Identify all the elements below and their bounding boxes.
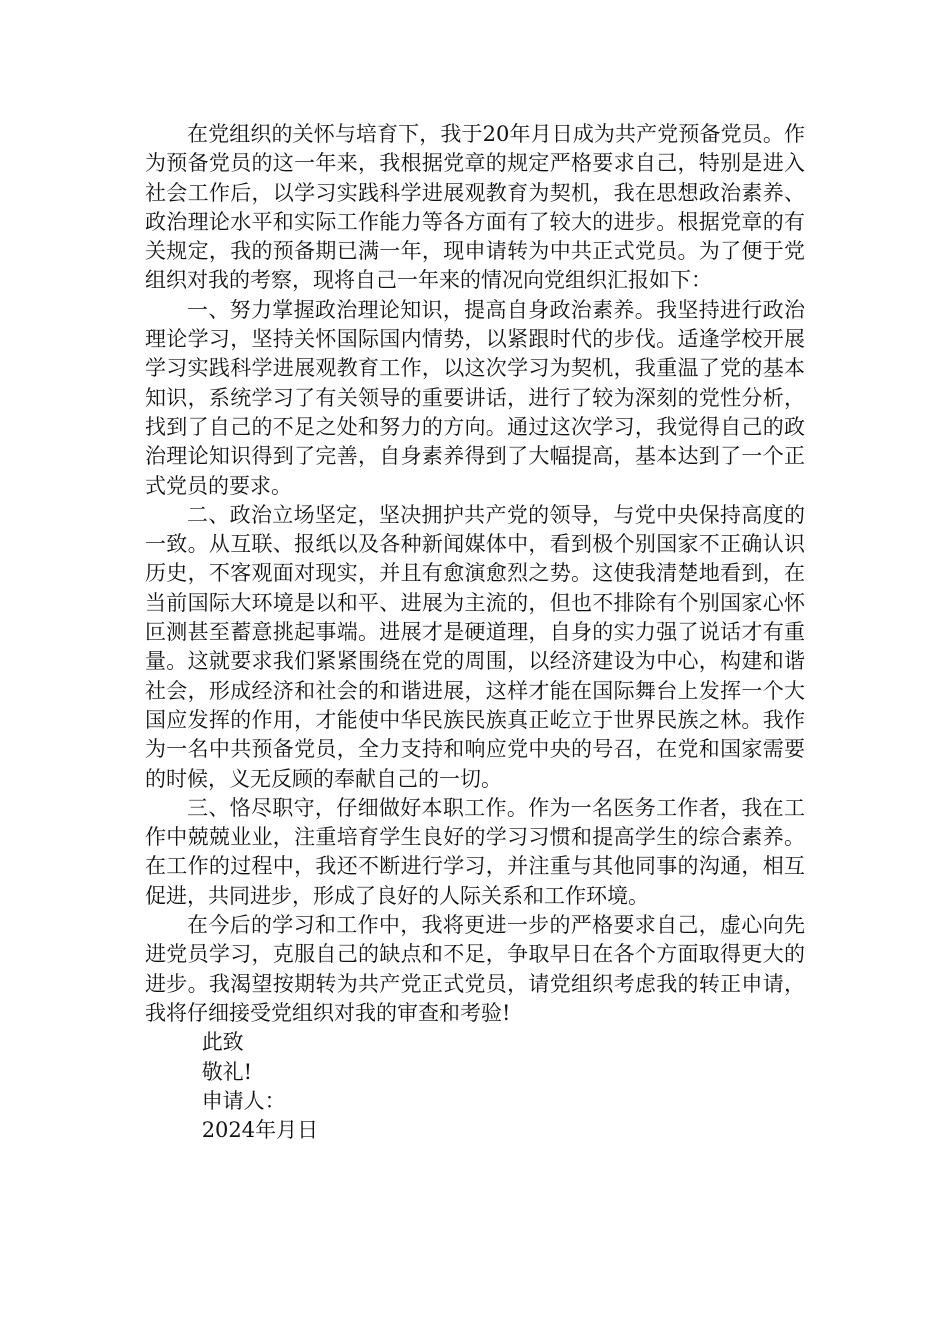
paragraph-section-two: 二、政治立场坚定，坚决拥护共产党的领导，与党中央保持高度的一致。从互联、报纸以及各种新闻媒体中，看到极个别国家不正确认识历史，不客观面对现实，并且有愈演愈烈之势。这使我清楚地看到，在当前国际大环境是以和平、进展为主流的，但也不排除有个别国家心怀叵测甚至蓄意挑起事端。进展才是硬道理，自身的实力强了说话才有重量。这就要求我们紧紧围绕在党的周围，以经济建设为中心，构建和谐社会，形成经济和社会的和谐进展，这样才能在国际舞台上发挥一个大国应发挥的作用，才能使中华民族民族真正屹立于世界民族之林。我作为一名中共预备党员，全力支持和响应党中央的号召，在党和国家需要的时候，义无反顾的奉献自己的一切。 <box>145 502 805 791</box>
closing-date: 2024年月日 <box>201 1118 319 1143</box>
paragraph-intro: 在党组织的关怀与培育下，我于20年月日成为共产党预备党员。作为预备党员的这一年来，我根据党章的规定严格要求自己，特别是进入社会工作后，以学习实践科学进展观教育为契机，我在思想政治素养、政治理论水平和实际工作能力等各方面有了较大的进步。根据党章的有关规定，我的预备期已满一年，现申请转为中共正式党员。为了便于党组织对我的考察，现将自己一年来的情况向党组织汇报如下： <box>145 122 805 293</box>
paragraph-section-one: 一、努力掌握政治理论知识，提高自身政治素养。我坚持进行政治理论学习，坚持关怀国际国内情势，以紧跟时代的步伐。适逢学校开展学习实践科学进展观教育工作，以这次学习为契机，我重温了党的基本知识，系统学习了有关领导的重要讲话，进行了较为深刻的党性分析，找到了自己的不足之处和努力的方向。通过这次学习，我觉得自己的政治理论知识得到了完善，自身素养得到了大幅提高，基本达到了一个正式党员的要求。 <box>145 297 805 498</box>
closing-salutation: 此致 <box>201 1030 244 1055</box>
paragraph-section-three: 三、恪尽职守，仔细做好本职工作。作为一名医务工作者，我在工作中兢兢业业，注重培育学生良好的学习习惯和提高学生的综合素养。在工作的过程中，我还不断进行学习，并注重与其他同事的沟通，相互促进，共同进步，形成了良好的人际关系和工作环境。 <box>145 795 805 908</box>
closing-regards: 敬礼! <box>201 1059 253 1084</box>
document-body <box>145 120 805 1145</box>
paragraph-conclusion: 在今后的学习和工作中，我将更进一步的严格要求自己，虚心向先进党员学习，克服自己的缺点和不足，争取早日在各个方面取得更大的进步。我渴望按期转为共产党正式党员，请党组织考虑我的转正申请，我将仔细接受党组织对我的审查和考验! <box>145 913 805 1025</box>
closing-applicant: 申请人： <box>201 1088 286 1113</box>
